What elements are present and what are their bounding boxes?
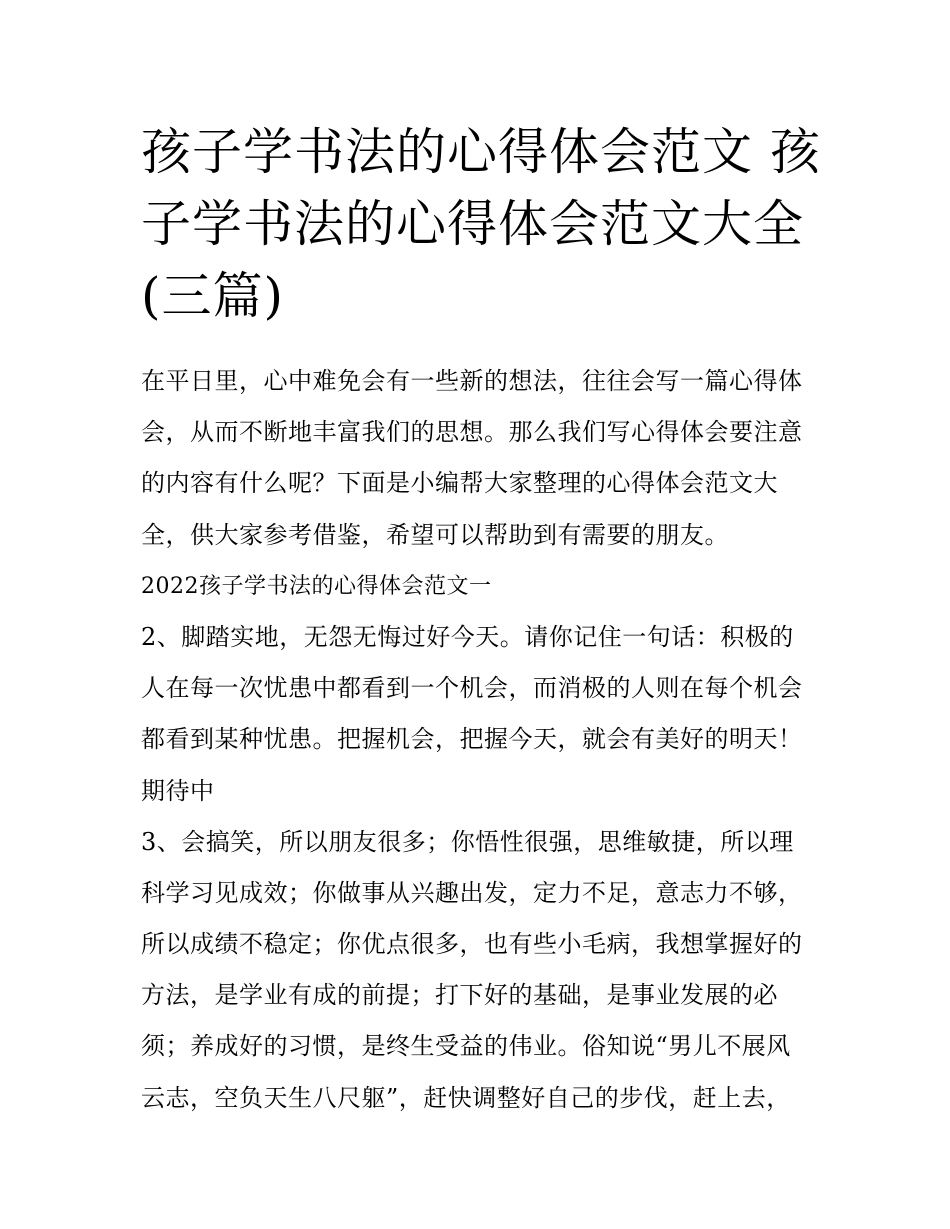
paragraph-line: 须；养成好的习惯，是终生受益的伟业。俗知说“男儿不展风 — [141, 1032, 791, 1061]
paragraph-line: 所以成绩不稳定；你优点很多，也有些小毛病，我想掌握好的 — [141, 930, 803, 959]
title-line: 孩子学书法的心得体会范文 孩 — [141, 123, 821, 181]
intro-line: 在平日里，心中难免会有一些新的想法，往往会写一篇心得体 — [141, 367, 803, 395]
paragraph-line: 科学习见成效；你做事从兴趣出发，定力不足，意志力不够， — [141, 878, 803, 907]
paragraph-line: 人在每一次忧患中都看到一个机会，而消极的人则在每个机会 — [141, 674, 803, 703]
paragraph-line: 期待中 — [141, 776, 215, 805]
intro-line: 全，供大家参考借鉴，希望可以帮助到有需要的朋友。 — [141, 520, 729, 549]
paragraph-line: 3、会搞笑，所以朋友很多；你悟性很强，思维敏捷，所以理 — [141, 827, 794, 856]
paragraph-line: 2、脚踏实地，无怨无悔过好今天。请你记住一句话：积极的 — [141, 622, 794, 651]
paragraph-line: 云志，空负天生八尺躯”，赶快调整好自己的步伐，赶上去， — [141, 1083, 791, 1112]
title-line: 子学书法的心得体会范文大全 — [141, 195, 804, 253]
title-line: (三篇) — [141, 267, 285, 325]
paragraph-line: 都看到某种忧患。把握机会，把握今天，就会有美好的明天！ — [141, 725, 803, 754]
document-title — [141, 116, 821, 332]
intro-line: 的内容有什么呢？下面是小编帮大家整理的心得体会范文大 — [141, 469, 778, 498]
paragraph-line: 方法，是学业有成的前提；打下好的基础，是事业发展的必 — [141, 981, 778, 1010]
section-heading: 2022孩子学书法的心得体会范文一 — [141, 573, 492, 599]
intro-line: 会，从而不断地丰富我们的思想。那么我们写心得体会要注意 — [141, 418, 803, 447]
document-body — [141, 356, 821, 1124]
